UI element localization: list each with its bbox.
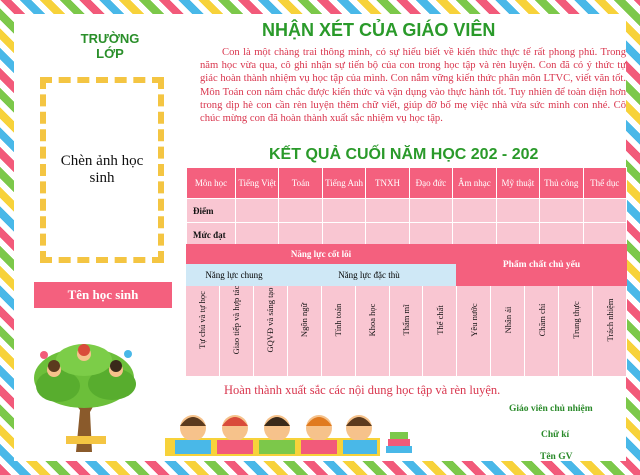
competency-value-cell[interactable] [220, 354, 254, 376]
score-cell[interactable] [453, 199, 496, 223]
quality-value-cell[interactable] [525, 354, 559, 376]
quality-value-cell[interactable] [457, 354, 491, 376]
tree-illustration [24, 340, 144, 452]
level-cell[interactable] [366, 223, 409, 247]
level-cell[interactable] [409, 223, 452, 247]
final-assessment: Hoàn thành xuất sắc các nội dung học tập và rèn luyện. [224, 383, 501, 397]
subject-header: Môn học [187, 168, 236, 199]
general-competencies-header: Năng lực chung [186, 264, 283, 286]
student-name-box [34, 282, 172, 308]
specific-competencies-header: Năng lực đặc thù [282, 264, 456, 286]
competency-column [390, 286, 424, 354]
class-label: LỚP [96, 46, 124, 61]
competency-value-cell[interactable] [390, 354, 424, 376]
competency-value-cell[interactable] [356, 354, 390, 376]
competency-label: Giao tiếp và hợp tác [231, 285, 242, 355]
quality-label: Trung thực [570, 301, 581, 339]
subject-header-cell: Thủ công [540, 168, 583, 199]
score-cell[interactable] [279, 199, 322, 223]
qualities-header: Phẩm chất chủ yếu [456, 244, 627, 286]
level-cell[interactable] [322, 223, 365, 247]
subject-header-cell: Mỹ thuật [496, 168, 539, 199]
page-title: NHẬN XÉT CỦA GIÁO VIÊN [262, 20, 496, 40]
teacher-name-label: Tên GV [540, 452, 573, 462]
student-name-label: Tên học sinh [67, 287, 139, 302]
score-cell[interactable] [366, 199, 409, 223]
score-cell[interactable] [540, 199, 583, 223]
quality-column [593, 286, 627, 354]
competency-label: Ngôn ngữ [299, 302, 310, 338]
quality-label: Chăm chỉ [536, 303, 547, 337]
grades-table [186, 167, 627, 247]
photo-placeholder-text: Chèn ảnh học sinh [60, 153, 144, 186]
subject-header-cell: Toán [279, 168, 322, 199]
competency-column [254, 286, 288, 354]
competency-value-cell[interactable] [423, 354, 457, 376]
quality-label: Trách nhiệm [604, 298, 615, 342]
children-illustration [165, 404, 380, 456]
competency-value-cell[interactable] [186, 354, 220, 376]
level-cell[interactable] [583, 223, 627, 247]
competency-value-cell[interactable] [288, 354, 322, 376]
quality-label: Nhân ái [502, 306, 513, 334]
level-cell[interactable] [279, 223, 322, 247]
subject-header-cell: TNXH [366, 168, 409, 199]
score-row-label: Điểm [187, 199, 236, 223]
subject-header-cell: Tiếng Anh [322, 168, 365, 199]
competency-value-cell[interactable] [254, 354, 288, 376]
level-cell[interactable] [496, 223, 539, 247]
level-cell[interactable] [540, 223, 583, 247]
school-class-label [70, 31, 150, 61]
quality-column [491, 286, 525, 354]
competency-label: Thẩm mĩ [400, 304, 411, 336]
quality-value-cell[interactable] [491, 354, 525, 376]
competency-label: Thể chất [434, 305, 445, 335]
core-competencies-header: Năng lực cốt lõi [186, 244, 456, 264]
level-cell[interactable] [453, 223, 496, 247]
competency-label: Khoa học [367, 303, 378, 337]
competency-values-row [186, 354, 627, 376]
competency-label: Tính toán [333, 303, 344, 337]
score-cell[interactable] [236, 199, 279, 223]
subject-header-cell: Tiếng Việt [236, 168, 279, 199]
competency-value-cell[interactable] [322, 354, 356, 376]
competency-column [186, 286, 220, 354]
score-cell[interactable] [409, 199, 452, 223]
subject-header-cell: Thể dục [583, 168, 627, 199]
competency-column [220, 286, 254, 354]
results-title: KẾT QUẢ CUỐI NĂM HỌC 202 - 202 [269, 146, 539, 163]
books-icon [384, 430, 414, 454]
competency-column [322, 286, 356, 354]
competency-columns [186, 286, 627, 354]
score-row [187, 199, 627, 223]
competency-label: GQVĐ và sáng tạo [265, 287, 276, 353]
level-row [187, 223, 627, 247]
competency-column [288, 286, 322, 354]
score-cell[interactable] [322, 199, 365, 223]
competency-column [356, 286, 390, 354]
score-cell[interactable] [496, 199, 539, 223]
quality-value-cell[interactable] [559, 354, 593, 376]
subject-header-cell: Đạo đức [409, 168, 452, 199]
teacher-role-label: Giáo viên chủ nhiệm [509, 404, 593, 414]
quality-value-cell[interactable] [593, 354, 627, 376]
signature-label: Chữ kí [541, 430, 570, 440]
school-label: TRƯỜNG [80, 31, 140, 46]
quality-column [525, 286, 559, 354]
quality-label: Yêu nước [468, 303, 479, 337]
competencies-table [186, 244, 627, 377]
level-row-label: Mức đạt [187, 223, 236, 247]
competency-column [423, 286, 457, 354]
competency-label: Tự chủ và tự học [197, 291, 208, 349]
quality-column [559, 286, 593, 354]
grades-header-row [187, 168, 627, 199]
level-cell[interactable] [236, 223, 279, 247]
quality-column [457, 286, 491, 354]
teacher-comment: Con là một chàng trai thông minh, có sự hiểu biết về kiến thức thực tế rất phong phú. Trong năm học vừa qua, cô ghi nhận sự tiến bộ của con trong học tập và rèn luyện. Con đã có ý thức tự giác hoàn thành nhiệm vụ học tập của mình. Con nắm vững kiến thức phân môn LTVC, viết văn tốt. Môn Toán con nắm chắc được kiến thức và vận dụng vào thực hành tốt. Tuy nhiên để toàn diện hơn trong dịp hè con cần rèn luyện thêm chữ viết, giúp đỡ bố mẹ việc nhà vừa sức mình con nhé. Cô chúc mừng con đã hoàn thành xuất sắc nhiệm vụ học tập. [200, 47, 626, 125]
student-photo-placeholder[interactable] [40, 77, 164, 263]
score-cell[interactable] [583, 199, 627, 223]
subject-header-cell: Âm nhạc [453, 168, 496, 199]
